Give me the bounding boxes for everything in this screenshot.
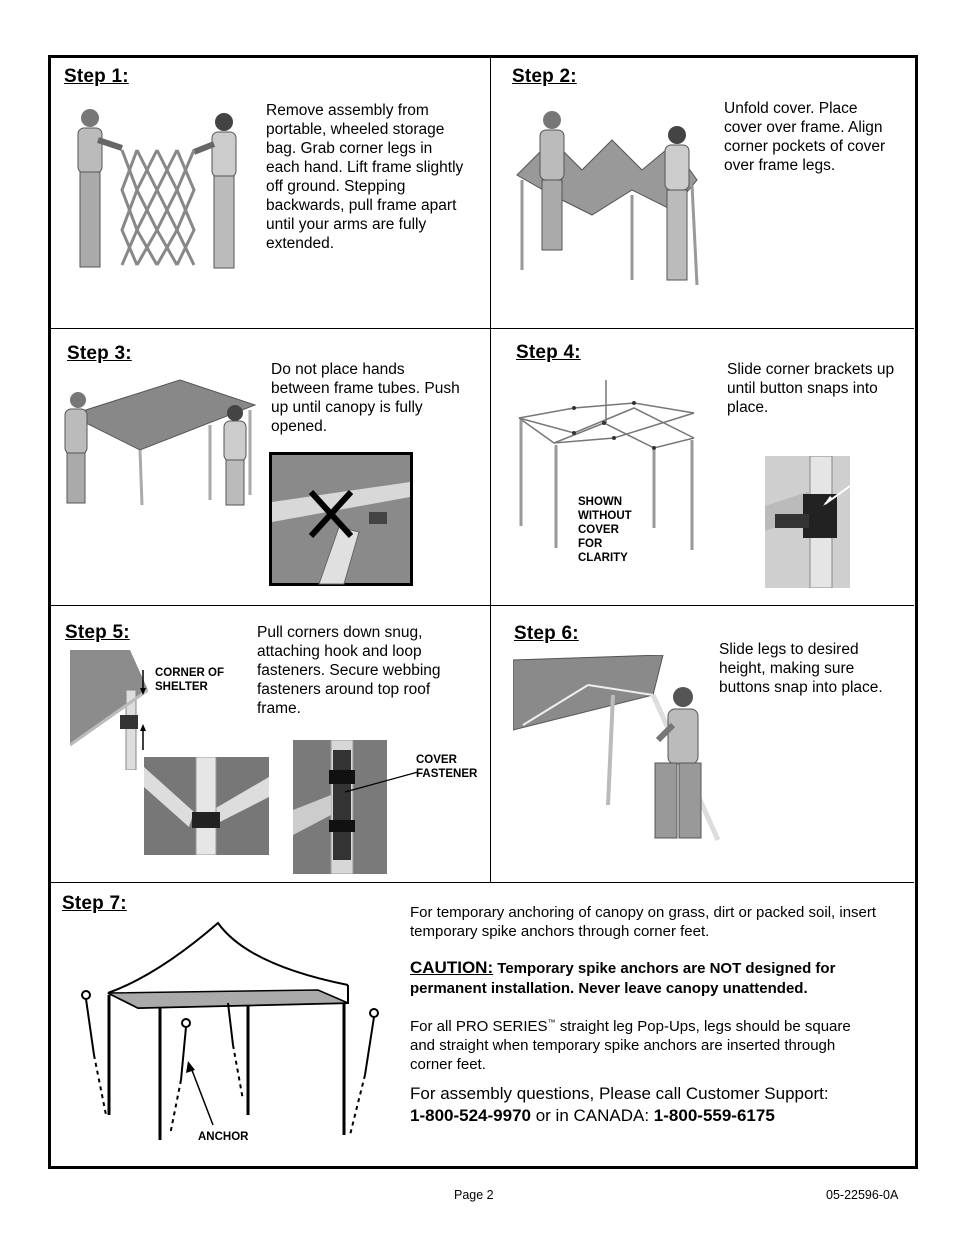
step7-support-line: For assembly questions, Please call Customer Support:: [410, 1084, 829, 1103]
step5-title: Step 5:: [65, 622, 130, 643]
step7-caution: [410, 958, 900, 999]
step2-title: Step 2:: [512, 66, 577, 87]
step1-text: Remove assembly from portable, wheeled storage bag. Grab corner legs in each hand. Lift frame slightly off ground. Stepping backwards, pull frame apart until your arms are fully extended.: [266, 102, 464, 252]
step5-text: Pull corners down snug, attaching hook and loop fasteners. Secure webbing fasteners around top roof frame.: [257, 624, 441, 717]
step5-cover-label: COVER FASTENER: [416, 754, 478, 780]
step1-illustration: [62, 100, 252, 275]
step4-bracket-photo: [765, 456, 850, 588]
step2-text: Unfold cover. Place cover over frame. Align corner pockets of cover over frame legs.: [724, 100, 886, 174]
step4-text: Slide corner brackets up until button snaps into place.: [727, 361, 895, 416]
step5-frame-photo: [144, 757, 269, 855]
column-divider: [490, 57, 491, 882]
step7-anchor-label: ANCHOR: [198, 1131, 249, 1143]
document-code: 05-22596-0A: [826, 1188, 899, 1202]
step3-illustration: [60, 375, 260, 510]
step6-title: Step 6:: [514, 623, 579, 644]
step5-corner-label: CORNER OF SHELTER: [155, 667, 224, 693]
step5-fastener-photo: [293, 740, 387, 874]
caution-word: CAUTION:: [410, 958, 494, 977]
step4-note: SHOWN WITHOUT COVER FOR CLARITY: [578, 496, 632, 564]
step2-illustration: [512, 100, 712, 290]
row-divider-1: [50, 328, 914, 329]
step7-title: Step 7:: [62, 893, 127, 914]
step6-illustration: [513, 655, 723, 845]
step7-canopy-illustration: [78, 915, 388, 1145]
step7-para3: For all PRO SERIES™ straight leg Pop-Ups, legs should be square and straight when temporary spike anchors are inserted through corner feet.: [410, 1018, 851, 1073]
caution-text: Temporary spike anchors are NOT designed for permanent installation. Never leave canopy unattended.: [410, 960, 836, 997]
step7-para1: For temporary anchoring of canopy on grass, dirt or packed soil, insert temporary spike anchors through corner feet.: [410, 904, 877, 940]
page-number: Page 2: [454, 1188, 494, 1202]
step3-text: Do not place hands between frame tubes. Push up until canopy is fully opened.: [271, 361, 460, 435]
step3-warning-photo: [269, 452, 413, 586]
row-divider-3: [50, 882, 914, 883]
step5-corner-photo: [70, 650, 148, 770]
row-divider-2: [50, 605, 914, 606]
trademark-symbol: ™: [547, 1018, 556, 1027]
step3-title: Step 3:: [67, 343, 132, 364]
step4-title: Step 4:: [516, 342, 581, 363]
step6-text: Slide legs to desired height, making sure buttons snap into place.: [719, 641, 883, 696]
phone-us: 1-800-524-9970: [410, 1106, 531, 1125]
step5-fastener-pointer: [340, 770, 420, 795]
step1-title: Step 1:: [64, 66, 129, 87]
phone-canada: 1-800-559-6175: [653, 1106, 775, 1125]
step7-phones: 1-800-524-9970 or in CANADA: 1-800-559-6175: [410, 1106, 775, 1125]
